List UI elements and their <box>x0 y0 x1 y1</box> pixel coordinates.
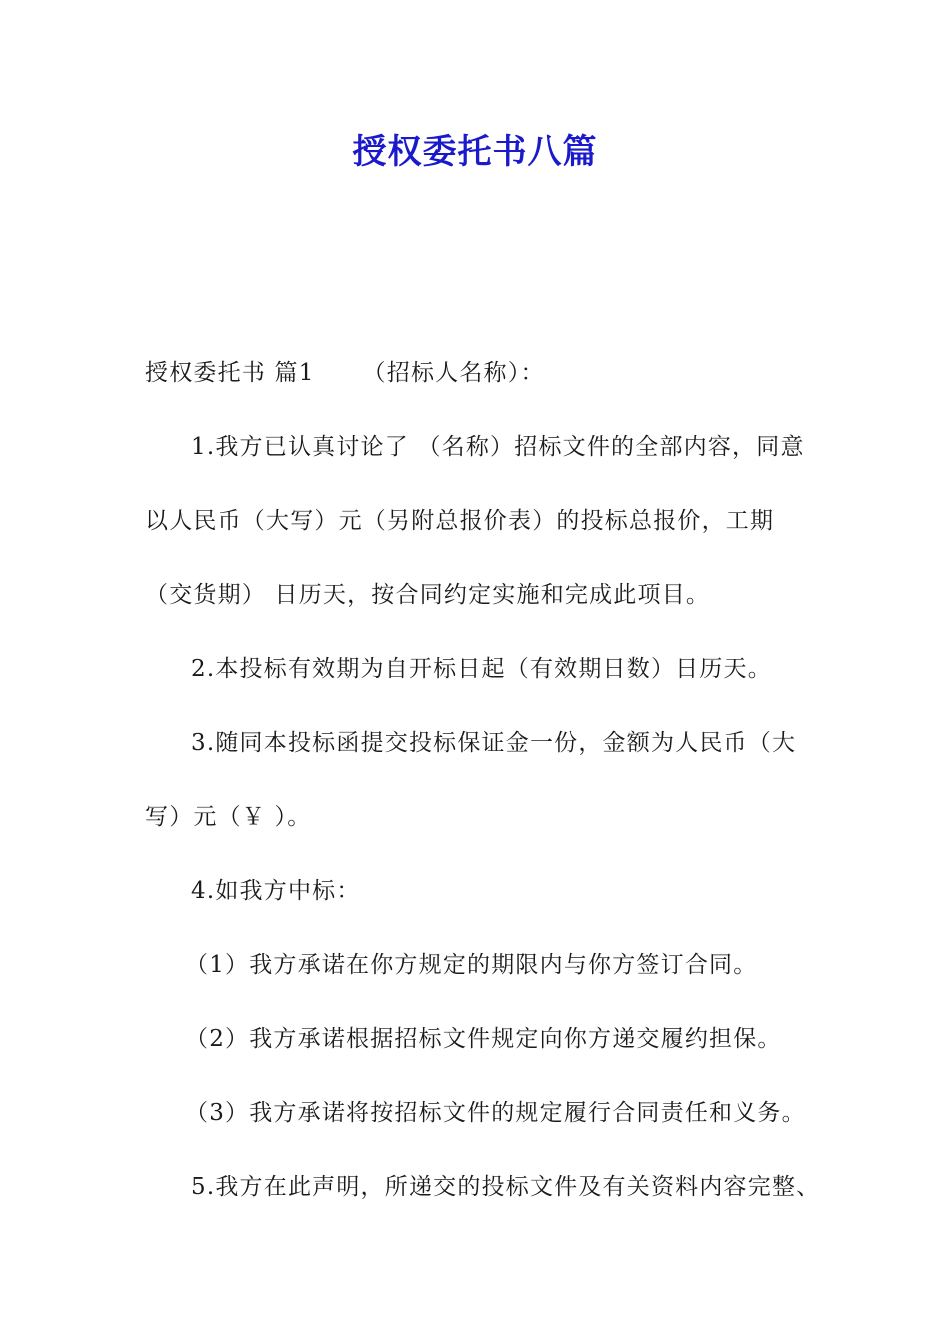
document-title: 授权委托书八篇 <box>352 132 598 172</box>
recipient-placeholder: （招标人名称）： <box>362 360 545 386</box>
paragraph-line: 4.如我方中标： <box>191 878 361 904</box>
paragraph-line: 5.我方在此声明，所递交的投标文件及有关资料内容完整、 <box>191 1174 821 1200</box>
document-body <box>145 336 825 1224</box>
list-item: （1）我方承诺在你方规定的期限内与你方签订合同。 <box>185 952 758 978</box>
paragraph-line: 1.我方已认真讨论了 （名称）招标文件的全部内容，同意 <box>191 434 805 460</box>
paragraph-line: （交货期） 日历天，按合同约定实施和完成此项目。 <box>145 582 711 608</box>
paragraph-line: 2.本投标有效期为自开标日起（有效期日数）日历天。 <box>191 656 772 682</box>
paragraph-line: 写）元（￥ ）。 <box>145 804 312 830</box>
paragraph-line: 3.随同本投标函提交投标保证金一份，金额为人民币（大 <box>191 730 797 756</box>
section-heading-line <box>145 336 825 410</box>
list-item: （2）我方承诺根据招标文件规定向你方递交履约担保。 <box>185 1026 782 1052</box>
paragraph-line: 以人民币（大写）元（另附总报价表）的投标总报价，工期 <box>145 508 775 534</box>
list-item: （3）我方承诺将按招标文件的规定履行合同责任和义务。 <box>185 1100 806 1126</box>
section-heading: 授权委托书 篇1 <box>145 360 315 386</box>
